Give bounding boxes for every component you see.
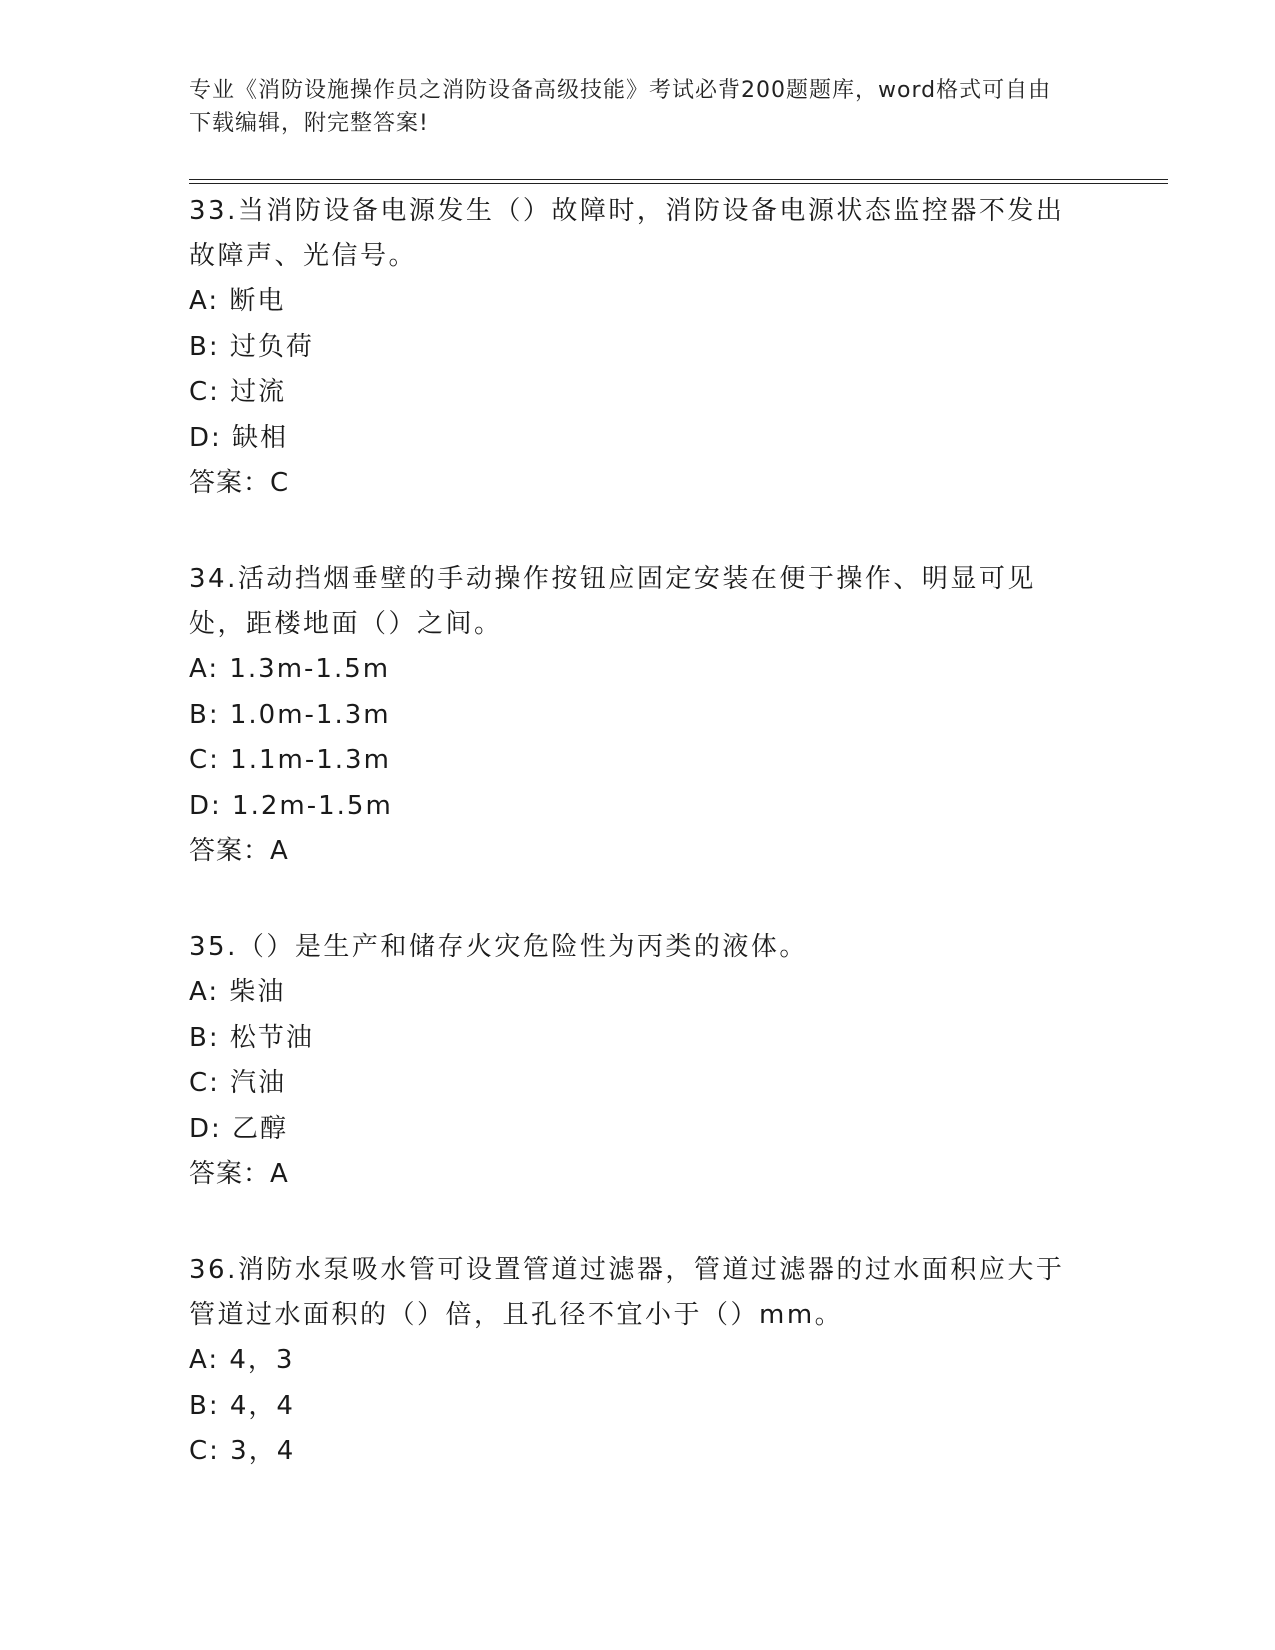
option-b: B: 过负荷 xyxy=(189,331,314,362)
option-c: C: 汽油 xyxy=(189,1068,287,1098)
option-c: C: 3，4 xyxy=(189,1436,296,1466)
answer: 答案：C xyxy=(189,468,290,498)
option-a: A: 1.3m-1.5m xyxy=(189,654,391,684)
question-stem: 35.（）是生产和储存火灾危险性为丙类的液体。 xyxy=(189,932,808,962)
option-b: B: 松节油 xyxy=(189,1022,314,1053)
header-divider-top xyxy=(189,179,1168,180)
option-c: C: 1.1m-1.3m xyxy=(189,745,391,775)
question-33 xyxy=(189,189,1089,506)
question-stem: 36.消防水泵吸水管可设置管道过滤器，管道过滤器的过水面积应大于管道过水面积的（）倍，且孔径不宜小于（）mm。 xyxy=(189,1255,1065,1330)
answer: 答案：A xyxy=(189,836,289,866)
option-d: D: 缺相 xyxy=(189,422,289,453)
question-36 xyxy=(189,1248,1089,1475)
option-b: B: 4，4 xyxy=(189,1390,295,1421)
option-c: C: 过流 xyxy=(189,377,287,407)
header-divider-bottom xyxy=(189,183,1168,184)
question-stem: 33.当消防设备电源发生（）故障时，消防设备电源状态监控器不发出故障声、光信号。 xyxy=(189,196,1065,271)
option-b: B: 1.0m-1.3m xyxy=(189,699,391,730)
option-d: D: 1.2m-1.5m xyxy=(189,790,393,821)
option-a: A: 柴油 xyxy=(189,977,286,1007)
question-34 xyxy=(189,557,1089,874)
question-35 xyxy=(189,925,1089,1197)
document-header: 专业《消防设施操作员之消防设备高级技能》考试必背200题题库，word格式可自由下载编辑，附完整答案! xyxy=(189,78,1052,136)
option-d: D: 乙醇 xyxy=(189,1113,289,1144)
question-stem: 34.活动挡烟垂壁的手动操作按钮应固定安装在便于操作、明显可见处，距楼地面（）之间。 xyxy=(189,564,1036,639)
option-a: A: 4，3 xyxy=(189,1345,295,1375)
option-a: A: 断电 xyxy=(189,286,286,316)
answer: 答案：A xyxy=(189,1159,289,1189)
